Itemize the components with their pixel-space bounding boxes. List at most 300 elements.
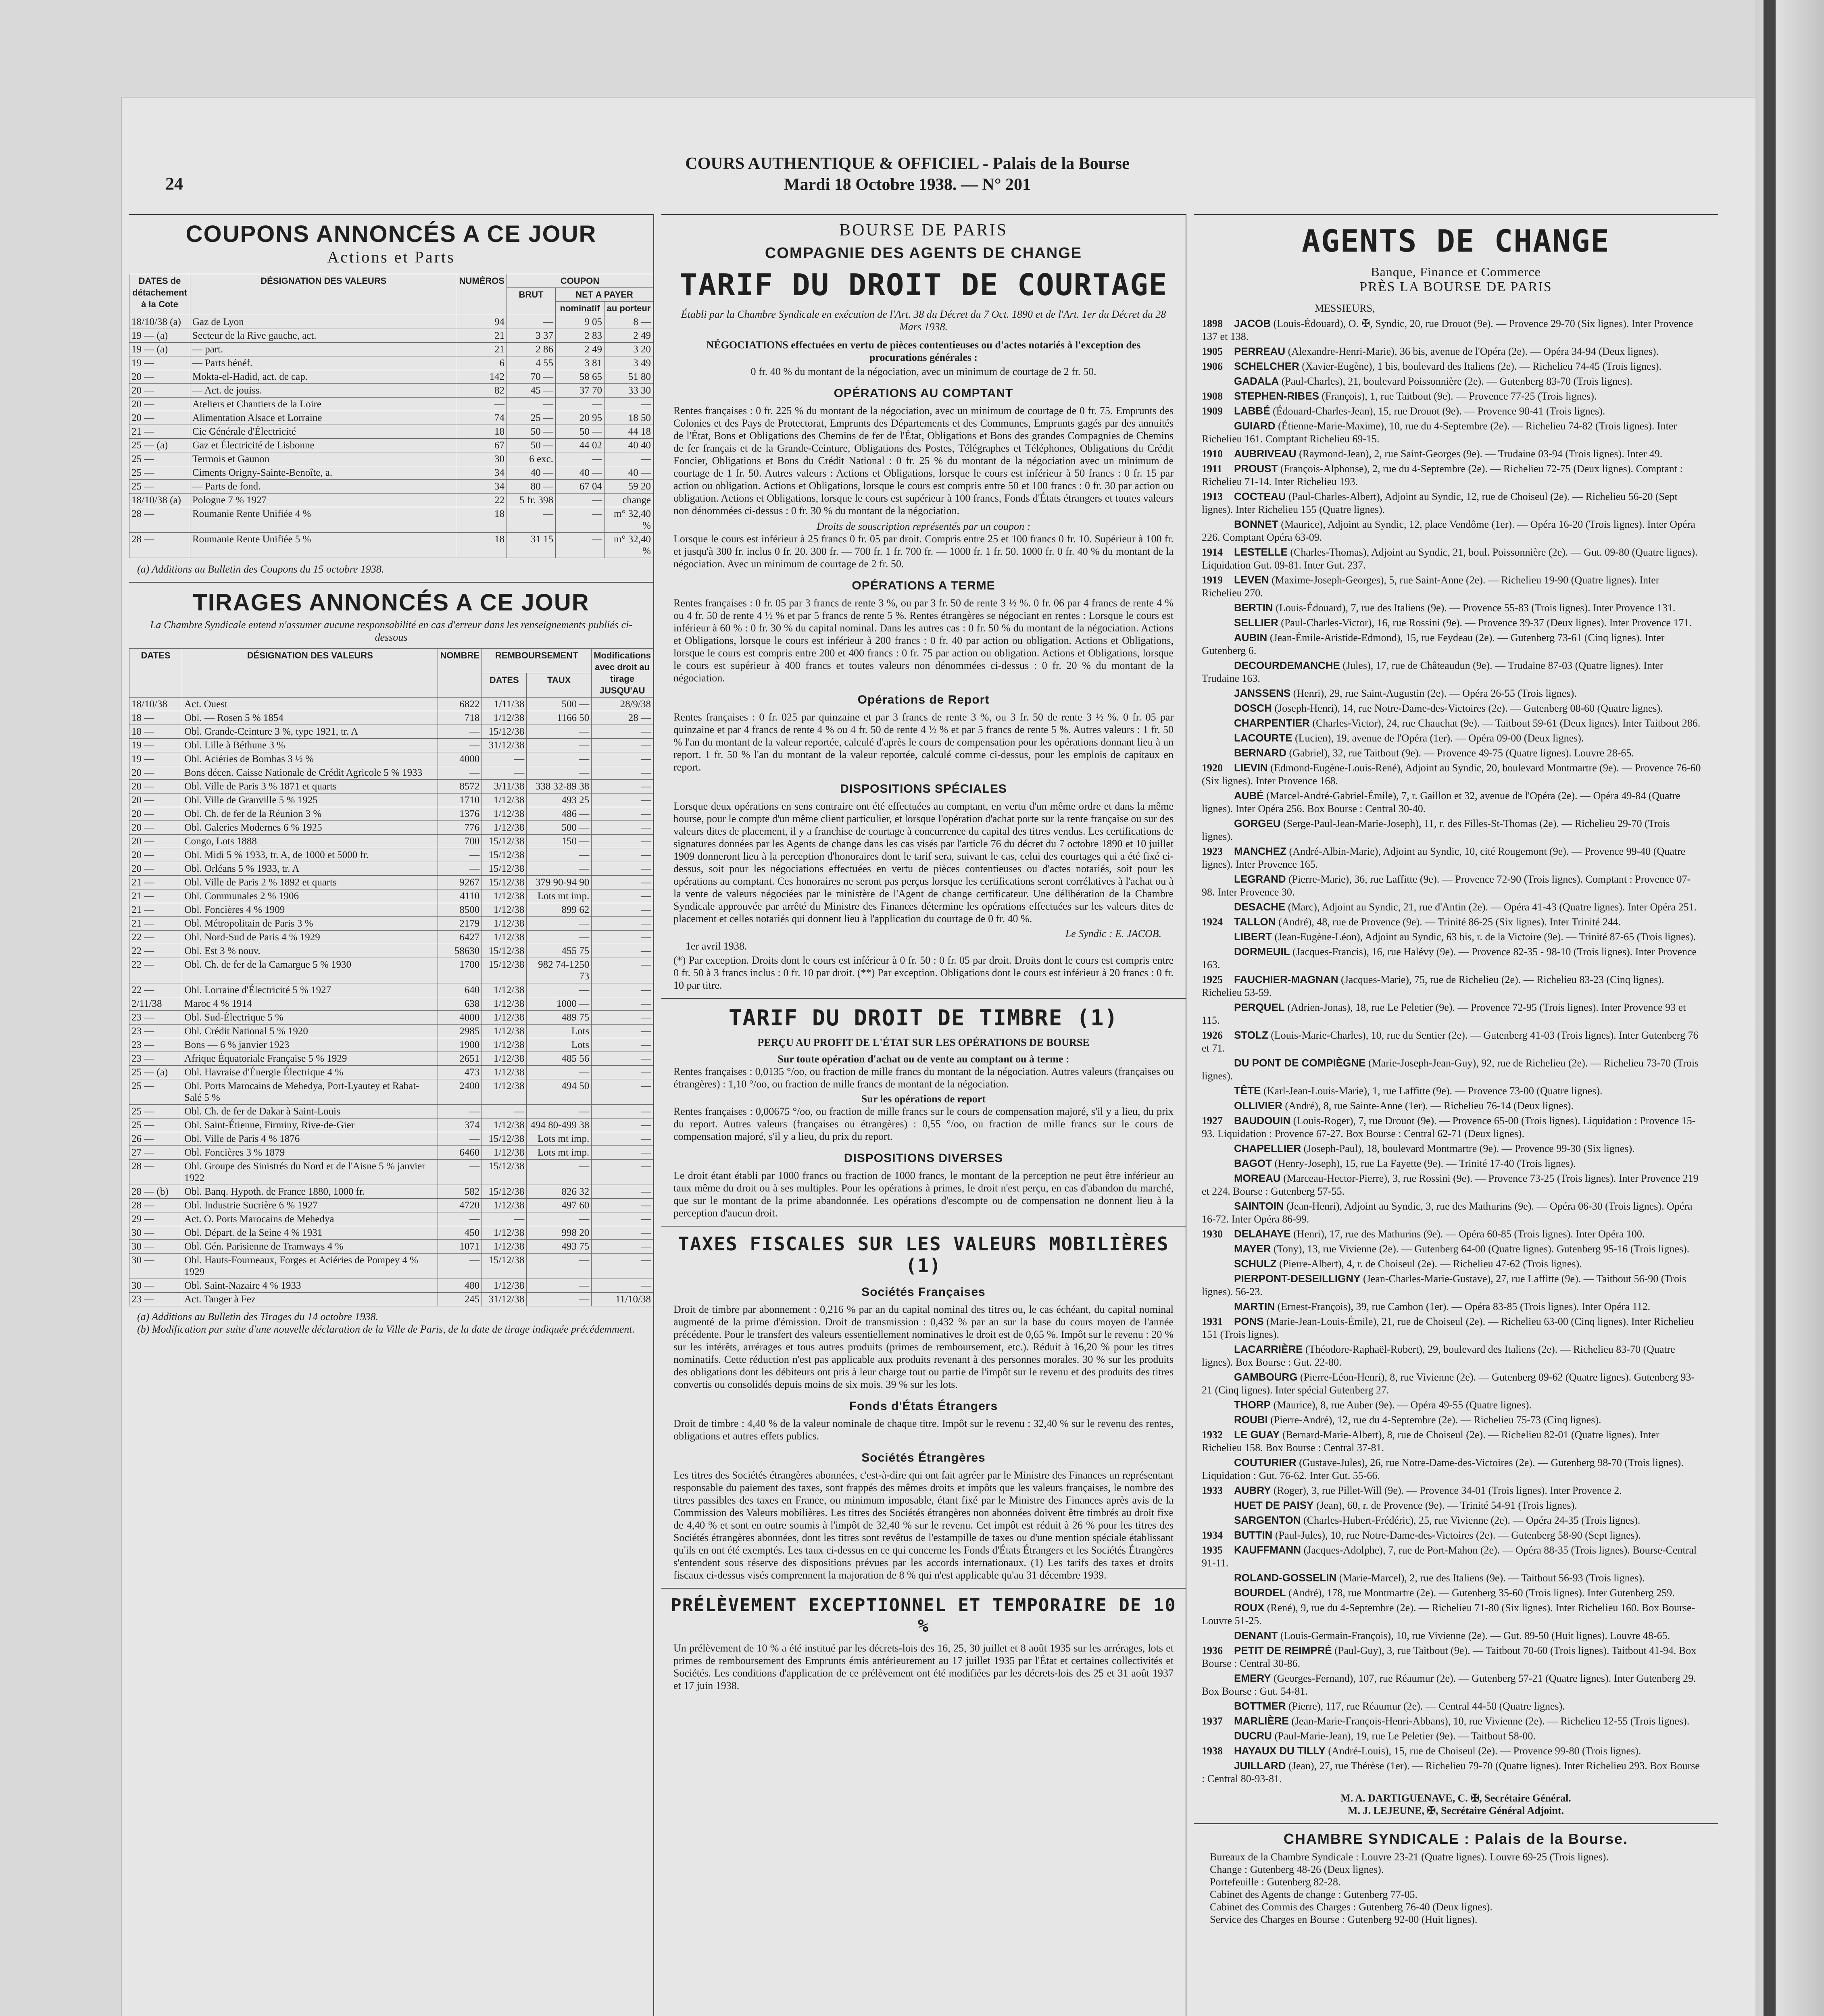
comptant-title: OPÉRATIONS AU COMPTANT: [834, 387, 1013, 400]
agent-detail: (Karl-Jean-Louis-Marie), 1, rue Laffitte (9e). — Provence 73-00 (Quatre lignes).: [1263, 1085, 1603, 1097]
table-cell: 8500: [438, 903, 482, 917]
agent-detail: (Gustave-Jules), 26, rue Notre-Dame-des-Victoires (2e). — Gutenberg 98-70 (Trois lignes). Liquidation : Gut. 76-62. Inter Gut. 55-66.: [1202, 1457, 1684, 1481]
table-cell: 1/12/38: [482, 917, 527, 931]
table-cell: m° 32,40 %: [605, 533, 653, 558]
table-row: [129, 766, 653, 780]
table-row: [129, 370, 653, 384]
agent-year: 1927: [1202, 1115, 1223, 1127]
agent-entry: [1202, 1543, 1702, 1570]
timbre-comptant: Sur toute opération d'achat ou de vente au comptant ou à terme :: [778, 1053, 1069, 1065]
table-cell: 21: [457, 329, 507, 343]
column-coupons-tirages: [129, 214, 654, 2016]
agent-entry: [1202, 1529, 1702, 1542]
table-cell: 15/12/38: [482, 876, 527, 889]
table-row: [129, 1254, 653, 1279]
table-cell: 1/12/38: [482, 931, 527, 944]
agent-name: BOURDEL: [1234, 1587, 1286, 1599]
table-cell: Obl. Foncières 4 % 1909: [182, 903, 438, 917]
chambre-lines: [1210, 1851, 1702, 1926]
agent-year: 1935: [1202, 1544, 1223, 1556]
agent-entry: [1202, 761, 1702, 787]
secretary-general: M. A. DARTIGUENAVE, C. ✠, Secrétaire Général.: [1340, 1792, 1571, 1804]
table-cell: 27 —: [129, 1146, 182, 1160]
agent-entry: [1202, 360, 1702, 373]
agent-name: CHARPENTIER: [1234, 717, 1310, 729]
table-cell: 51 80: [605, 370, 653, 384]
bourse-kicker: BOURSE DE PARIS: [839, 221, 1008, 240]
agent-entry: [1202, 1172, 1702, 1198]
tirages-rows: [129, 698, 653, 1306]
agent-entry: [1202, 1629, 1702, 1642]
agent-entry: [1202, 1484, 1702, 1497]
table-cell: 25 —: [129, 452, 190, 466]
table-cell: 18: [457, 533, 507, 558]
table-cell: — part.: [190, 343, 457, 356]
table-cell: 473: [438, 1066, 482, 1079]
table-row: [129, 821, 653, 835]
table-cell: 15/12/38: [482, 1185, 527, 1199]
etrangeres-text: Les titres des Sociétés étrangères abonnées, c'est-à-dire qui ont fait agréer par le Ministre des Finances un représentant responsable du paiement des taxes, sont frappés des mêmes droits et impôts que les valeurs françaises, le nombre des titres passibles des taxes en France, ou minimum imposable, étant fixé par le Ministre des Finances après avis de la Commission des Valeurs mobilières. Les titres des Sociétés étrangères non abonnées doivent être timbrés au droit fixe de 4,40 % et sont en outre soumis à l'impôt de 32,40 % sur le revenu. Cet impôt est réduit à 26 % pour les titres des Sociétés étrangères abonnées, dont les titres sont revêtus de l'estampille de taxes ou d'une mention spéciale établissant qu'ils en ont été exemptés. Les taux ci-dessus en ce qui concerne les Fonds d'États Étrangers et les Sociétés Étrangères s'entendent sous réserve des dispositions prévues par les accords internationaux. (1) Les tarifs des taxes et droits fiscaux ci-dessus visés comprennent la majoration de 8 % qui n'est applicable qu'au 31 décembre 1939.: [673, 1469, 1174, 1581]
table-row: [129, 1132, 653, 1146]
table-row: [129, 793, 653, 807]
table-row: [129, 1199, 653, 1212]
agent-name: AUBÉ: [1234, 789, 1264, 802]
agent-entry: [1202, 945, 1702, 971]
table-cell: Lots mt imp.: [527, 889, 592, 903]
table-cell: 1071: [438, 1240, 482, 1254]
agents-subtitle: Banque, Finance et Commerce: [1371, 264, 1541, 279]
table-cell: —: [592, 997, 653, 1011]
table-cell: Obl. Foncières 3 % 1879: [182, 1146, 438, 1160]
table-cell: — Act. de jouiss.: [190, 384, 457, 398]
agent-detail: (Charles-Hubert-Frédéric), 25, rue Vivienne (2e). — Opéra 24-35 (Trois lignes).: [1303, 1514, 1641, 1526]
table-cell: Obl. Crédit National 5 % 1920: [182, 1025, 438, 1038]
agent-entry: [1202, 462, 1702, 488]
table-cell: Act. O. Ports Marocains de Mehedya: [182, 1212, 438, 1226]
table-cell: Afrique Équatoriale Française 5 % 1929: [182, 1052, 438, 1066]
table-cell: —: [527, 725, 592, 739]
table-cell: —: [527, 1066, 592, 1079]
agent-entry: [1202, 404, 1702, 418]
table-row: [129, 807, 653, 821]
table-cell: 450: [438, 1226, 482, 1240]
table-cell: Secteur de la Rive gauche, act.: [190, 329, 457, 343]
agent-name: COUTURIER: [1234, 1456, 1297, 1468]
table-cell: 8572: [438, 780, 482, 793]
agent-entry: [1202, 1601, 1702, 1627]
table-cell: —: [527, 862, 592, 876]
agent-name: DENANT: [1234, 1629, 1278, 1641]
agent-name: GORGEU: [1234, 817, 1281, 829]
tirages-header-rdates: DATES: [482, 673, 527, 698]
table-cell: 40 —: [507, 466, 556, 480]
chambre-line: Service des Charges en Bourse : Gutenberg 92-00 (Huit lignes).: [1210, 1914, 1478, 1925]
agent-detail: (Louis-Édouard), O. ✠, Syndic, 20, rue Drouot (9e). — Provence 29-70 (Six lignes). Inter Provence 137 et 138.: [1202, 318, 1693, 342]
agent-name: SCHELCHER: [1234, 360, 1299, 372]
masthead: [524, 153, 1290, 195]
agent-detail: (André-Louis), 15, rue de Choiseul (2e). — Provence 99-80 (Trois lignes).: [1328, 1745, 1641, 1757]
tirages-header-dates: DATES: [129, 649, 182, 698]
timbre-text: Rentes françaises : 0,0135 °/oo, ou fraction de mille francs du montant de la négociation. Autres valeurs (françaises ou étrangères) : 1,10 °/oo, ou fraction de mille francs de montant de la négociation.: [673, 1066, 1174, 1090]
taxes-title: TAXES FISCALES SUR LES VALEURS MOBILIÈRES (1): [678, 1233, 1169, 1277]
agent-detail: (Serge-Paul-Jean-Marie-Joseph), 11, r. des Filles-St-Thomas (2e). — Richelieu 29-70 (Trois lignes).: [1202, 818, 1670, 842]
table-cell: 31 15: [507, 533, 556, 558]
agent-year: 1919: [1202, 574, 1223, 586]
table-cell: 776: [438, 821, 482, 835]
agent-detail: (Paul-Guy), 3, rue Taitbout (9e). — Taitbout 70-60 (Trois lignes). Taitbout 41-94. Box Bourse : Central 30-86.: [1202, 1645, 1697, 1669]
agent-detail: (Jacques-Marie), 75, rue de Richelieu (2e). — Richelieu 83-23 (Cinq lignes). Richelieu 53-59.: [1202, 974, 1664, 998]
agent-name: BERNARD: [1234, 747, 1286, 759]
table-cell: —: [556, 452, 605, 466]
agent-detail: (Jean-Eugène-Léon), Adjoint au Syndic, 63 bis, r. de la Victoire (9e). — Trinité 87-65 (Trois lignes).: [1274, 931, 1696, 943]
table-cell: 20 —: [129, 411, 190, 425]
table-cell: 19 — (a): [129, 329, 190, 343]
agent-detail: (Maurice), Adjoint au Syndic, 12, place Vendôme (1er). — Opéra 16-20 (Trois lignes). Inter Opéra 226. Comptant Opéra 63-09.: [1202, 519, 1695, 543]
table-row: [129, 876, 653, 889]
table-row: [129, 835, 653, 848]
agent-name: LEGRAND: [1234, 873, 1286, 885]
agent-detail: (Edmond-Eugène-Louis-René), Adjoint au Syndic, 20, boulevard Montmartre (9e). — Provence 76-60 (Six lignes). Inter Provence 168.: [1202, 762, 1701, 787]
courtage-intro: Établi par la Chambre Syndicale en exécution de l'Art. 38 du Décret du 7 Oct. 1890 et de l'Art. 1er du Décret du 28 Mars 1938.: [681, 308, 1166, 333]
table-cell: 25 —: [129, 480, 190, 494]
table-cell: 28 —: [592, 711, 653, 725]
table-cell: Obl. Départ. de la Seine 4 % 1931: [182, 1226, 438, 1240]
agent-detail: (Georges-Fernand), 107, rue Réaumur (2e). — Gutenberg 57-21 (Quatre lignes). Inter Gutenberg 29. Box Bourse : Gut. 54-81.: [1202, 1672, 1696, 1697]
table-cell: 1710: [438, 793, 482, 807]
agent-name: BOTTMER: [1234, 1700, 1286, 1712]
table-cell: 40 —: [605, 466, 653, 480]
agent-name: JACOB: [1234, 317, 1271, 329]
table-cell: 1166 50: [527, 711, 592, 725]
table-cell: 25 —: [129, 1118, 182, 1132]
table-cell: Obl. Ville de Paris 2 % 1892 et quarts: [182, 876, 438, 889]
table-cell: 4000: [438, 1011, 482, 1025]
table-row: [129, 398, 653, 411]
table-cell: —: [527, 1293, 592, 1306]
agent-detail: (Jean-Émile-Aristide-Edmond), 15, rue Feydeau (2e). — Gutenberg 73-61 (Cinq lignes). Inter Gutenberg 6.: [1202, 632, 1665, 656]
table-cell: 1/12/38: [482, 1226, 527, 1240]
agent-detail: (Lucien), 19, avenue de l'Opéra (1er). — Opéra 09-00 (Deux lignes).: [1295, 732, 1584, 744]
agent-year: 1925: [1202, 974, 1223, 985]
agent-entry: [1202, 1272, 1702, 1298]
table-cell: Gaz de Lyon: [190, 315, 457, 329]
table-cell: —: [527, 917, 592, 931]
table-row: [129, 931, 653, 944]
agent-name: LABBÉ: [1234, 405, 1270, 417]
table-cell: 67: [457, 439, 507, 452]
agent-detail: (Marceau-Hector-Pierre), 3, rue Rossini (9e). — Provence 73-25 (Trois lignes). Inter Provence 219 et 224. Bourse : Gutenberg 57-55.: [1202, 1173, 1699, 1197]
agent-detail: (Jean), 60, r. de Provence (9e). — Trinité 54-91 (Trois lignes).: [1316, 1500, 1577, 1511]
agent-detail: (Xavier-Eugène), 1 bis, boulevard des Italiens (2e). — Richelieu 74-45 (Trois lignes).: [1302, 360, 1661, 372]
column-tarifs: [661, 214, 1186, 2016]
table-cell: —: [527, 752, 592, 766]
table-cell: —: [592, 848, 653, 862]
table-cell: —: [592, 944, 653, 958]
table-cell: Obl. Ch. de fer de Dakar à Saint-Louis: [182, 1105, 438, 1118]
agent-entry: [1202, 317, 1702, 343]
agent-detail: (Joseph-Paul), 18, boulevard Montmartre (9e). — Provence 99-30 (Six lignes).: [1303, 1143, 1635, 1154]
table-row: [129, 862, 653, 876]
table-cell: 4 55: [507, 356, 556, 370]
table-cell: 1/12/38: [482, 1025, 527, 1038]
table-cell: Obl. Midi 5 % 1933, tr. A, de 1000 et 5000 fr.: [182, 848, 438, 862]
coupons-subtitle: Actions et Parts: [327, 248, 455, 266]
table-cell: change: [605, 494, 653, 507]
table-cell: 700: [438, 835, 482, 848]
agent-entry: [1202, 1499, 1702, 1512]
table-cell: 44 02: [556, 439, 605, 452]
agent-name: LE GUAY: [1234, 1429, 1280, 1441]
table-cell: 25 —: [129, 466, 190, 480]
table-cell: 59 20: [605, 480, 653, 494]
table-cell: Obl. Communales 2 % 1906: [182, 889, 438, 903]
agent-detail: (Marcel-André-Gabriel-Émile), 7, r. Gaillon et 32, avenue de l'Opéra (2e). — Opéra 49-84 (Quatre lignes). Inter Opéra 256. Box Bourse : Central 30-40.: [1202, 790, 1681, 814]
agent-entry: [1202, 1586, 1702, 1599]
table-cell: 11/10/38: [592, 1293, 653, 1306]
table-cell: —: [605, 452, 653, 466]
agent-detail: (André), 178, rue Montmartre (2e). — Gutenberg 35-60 (Trois lignes). Inter Gutenberg 259.: [1288, 1587, 1675, 1599]
table-cell: 25 — (a): [129, 439, 190, 452]
table-cell: Ciments Origny-Sainte-Benoîte, a.: [190, 466, 457, 480]
agent-name: LESTELLE: [1234, 546, 1288, 558]
table-cell: 28 —: [129, 1199, 182, 1212]
terme-title: OPÉRATIONS A TERME: [852, 579, 995, 592]
agent-name: DORMEUIL: [1234, 946, 1290, 958]
table-cell: Obl. Est 3 % nouv.: [182, 944, 438, 958]
prelevement-text: Un prélèvement de 10 % a été institué par les décrets-lois des 16, 25, 30 juillet et 8 août 1935 sur les arrérages, lots et primes de remboursement des Emprunts émis antérieurement au 17 juillet 1935 par l'État et certaines collectivités et Sociétés. Les conditions d'application de ce prélèvement ont été modifiées par les décrets-lois des 25 et 31 août 1937 et 17 juin 1938.: [673, 1642, 1174, 1691]
agent-entry: [1202, 900, 1702, 914]
tirages-note-b: (b) Modification par suite d'une nouvelle déclaration de la Ville de Paris, de la date de tirage indiquée précédemment.: [137, 1323, 635, 1335]
table-cell: 1376: [438, 807, 482, 821]
table-cell: Obl. Galeries Modernes 6 % 1925: [182, 821, 438, 835]
timbre-report-title: Sur les opérations de report: [861, 1093, 986, 1105]
table-cell: 18: [457, 507, 507, 533]
table-cell: 1700: [438, 958, 482, 983]
table-cell: 3 37: [507, 329, 556, 343]
table-cell: 485 56: [527, 1052, 592, 1066]
table-cell: 1/12/38: [482, 1146, 527, 1160]
agent-detail: (Raymond-Jean), 2, rue Saint-Georges (9e). — Trudaine 03-94 (Trois lignes). Inter 49.: [1299, 448, 1663, 460]
table-cell: 1/12/38: [482, 1052, 527, 1066]
table-cell: 19 — (a): [129, 343, 190, 356]
table-cell: 6: [457, 356, 507, 370]
agent-detail: (Pierre-Léon-Henri), 8, rue Vivienne (2e). — Gutenberg 09-62 (Quatre lignes). Gutenberg 93-21 (Cinq lignes). Inter spécial Gutenberg 27.: [1202, 1371, 1695, 1396]
agent-year: 1923: [1202, 846, 1223, 857]
table-row: [129, 1118, 653, 1132]
table-cell: 25 —: [129, 1105, 182, 1118]
table-cell: 480: [438, 1279, 482, 1293]
table-cell: 1/12/38: [482, 1066, 527, 1079]
agent-entry: [1202, 1672, 1702, 1698]
agent-year: 1931: [1202, 1316, 1223, 1327]
agent-detail: (Pierre), 117, rue Réaumur (2e). — Central 44-50 (Quatre lignes).: [1288, 1700, 1565, 1712]
agent-entry: [1202, 1729, 1702, 1743]
timbre-report-text: Rentes françaises : 0,00675 °/oo, ou fraction de mille francs sur le cours de compensation majoré, s'il y a lieu, du prix du report. Autres valeurs (françaises ou étrangères) : 0,55 °/oo, ou fraction de mille francs sur le cours de compensation majoré, s'il y a lieu, du prix du report.: [673, 1106, 1174, 1142]
table-cell: —: [527, 739, 592, 752]
table-cell: 20 —: [129, 384, 190, 398]
table-cell: 50 —: [507, 439, 556, 452]
speciales-title: DISPOSITIONS SPÉCIALES: [840, 782, 1007, 796]
table-cell: 22 —: [129, 983, 182, 997]
table-cell: —: [482, 766, 527, 780]
agent-name: STEPHEN-RIBES: [1234, 390, 1319, 402]
table-cell: Obl. Ch. de fer de la Réunion 3 %: [182, 807, 438, 821]
agent-name: LIBERT: [1234, 931, 1272, 943]
table-cell: 500 —: [527, 821, 592, 835]
agent-detail: (Paul-Charles-Victor), 16, rue Rossini (9e). — Provence 39-37 (Deux lignes). Inter Provence 171.: [1281, 617, 1692, 629]
table-cell: —: [438, 862, 482, 876]
agent-detail: (André), 8, rue Sainte-Anne (1er). — Richelieu 76-14 (Deux lignes).: [1285, 1100, 1574, 1112]
table-cell: 1000 —: [527, 997, 592, 1011]
coupons-rows: [129, 315, 653, 558]
agent-name: SCHULZ: [1234, 1258, 1277, 1270]
table-row: [129, 1025, 653, 1038]
agent-name: CHAPELLIER: [1234, 1142, 1301, 1154]
table-cell: Obl. — Rosen 5 % 1854: [182, 711, 438, 725]
agent-detail: (Jean-Marie-François-Henri-Abbans), 10, rue Vivienne (2e). — Richelieu 12-55 (Trois lignes).: [1291, 1715, 1690, 1727]
tirages-header-designation: DÉSIGNATION DES VALEURS: [182, 649, 438, 698]
agent-entry: [1202, 1744, 1702, 1758]
table-cell: Obl. Lorraine d'Électricité 5 % 1927: [182, 983, 438, 997]
table-cell: Obl. Lille à Béthune 3 %: [182, 739, 438, 752]
table-cell: —: [482, 752, 527, 766]
table-cell: 142: [457, 370, 507, 384]
table-cell: — Parts bénéf.: [190, 356, 457, 370]
table-cell: 45 —: [507, 384, 556, 398]
table-cell: 718: [438, 711, 482, 725]
table-cell: 8 —: [605, 315, 653, 329]
agent-entry: [1202, 1227, 1702, 1241]
table-cell: 23 —: [129, 1052, 182, 1066]
table-row: [129, 315, 653, 329]
table-row: [129, 903, 653, 917]
agent-year: 1910: [1202, 448, 1223, 460]
agent-detail: (Jean-Charles-Marie-Gustave), 27, rue Laffitte (9e). — Taitbout 56-90 (Trois lignes). 56-23.: [1202, 1273, 1686, 1297]
table-cell: —: [592, 931, 653, 944]
agent-detail: (Pierre-Marie), 36, rue Laffitte (9e). — Provence 72-90 (Trois lignes). Comptant : Provence 07-98. Inter Provence 30.: [1202, 873, 1691, 898]
agent-entry: [1202, 1157, 1702, 1170]
agent-entry: [1202, 1759, 1702, 1785]
table-cell: —: [592, 917, 653, 931]
table-cell: —: [527, 766, 592, 780]
chambre-line: Cabinet des Commis des Charges : Gutenberg 76-40 (Deux lignes).: [1210, 1901, 1493, 1913]
masthead-date: Mardi 18 Octobre 1938. — N° 201: [784, 175, 1031, 194]
agent-entry: [1202, 573, 1702, 600]
table-cell: —: [592, 1011, 653, 1025]
chambre-line: Cabinet des Agents de change : Gutenberg 77-05.: [1210, 1889, 1418, 1900]
table-row: [129, 1160, 653, 1185]
table-cell: 1/12/38: [482, 889, 527, 903]
table-cell: Termois et Gaunon: [190, 452, 457, 466]
table-cell: —: [592, 821, 653, 835]
agent-entry: [1202, 687, 1702, 700]
chambre-line: Change : Gutenberg 48-26 (Deux lignes).: [1210, 1864, 1384, 1875]
table-cell: —: [438, 766, 482, 780]
table-cell: 1/12/38: [482, 1011, 527, 1025]
table-row: [129, 1038, 653, 1052]
table-cell: 20 —: [129, 835, 182, 848]
table-cell: 3 49: [605, 356, 653, 370]
table-cell: —: [592, 1079, 653, 1105]
agent-entry: [1202, 601, 1702, 614]
table-cell: —: [527, 1279, 592, 1293]
terme-text: Rentes françaises : 0 fr. 05 par 3 francs de rente 3 %, ou par 3 fr. 50 de rente 3 ½ %. 0 fr. 06 par 4 francs de rente 4 % ou 4 fr. 50 de rente 4 ½ % et par 5 francs de rente 5 %. Rentes étrangères se négociant en rentes : Lorsque le cours est inférieur à 60 % : 0 fr. 30 % du capital nominal. Dans les autres cas : 0 fr. 50 % du montant de la négociation. Actions et Obligations, lorsque le cours est inférieur à 200 francs : 0 fr. 40 par action ou obligation. Actions et Obligations, lorsque le cours est compris entre 200 et 400 francs : 0 fr. 75 par action ou obligation. Actions et Obligations, lorsque le cours est supérieur à 400 francs et toutes valeurs non dénommées ci-dessus : 0 fr. 20 % du montant de la négociation.: [673, 597, 1174, 684]
table-cell: 638: [438, 997, 482, 1011]
table-cell: 1/12/38: [482, 807, 527, 821]
table-cell: 15/12/38: [482, 1254, 527, 1279]
table-cell: 4720: [438, 1199, 482, 1212]
table-cell: —: [527, 1160, 592, 1185]
table-cell: 1/12/38: [482, 793, 527, 807]
table-cell: Maroc 4 % 1914: [182, 997, 438, 1011]
agent-detail: (François-Alphonse), 2, rue du 4-Septembre (2e). — Richelieu 72-75 (Deux lignes). Comptant : Richelieu 71-14. Inter Richelieu 193.: [1202, 463, 1683, 487]
table-cell: 15/12/38: [482, 848, 527, 862]
agent-name: MANCHEZ: [1234, 845, 1286, 857]
agent-detail: (Pierre-André), 12, rue du 4-Septembre (2e). — Richelieu 75-73 (Cinq lignes).: [1270, 1414, 1601, 1426]
agents-list: [1202, 317, 1702, 1785]
table-cell: 18 50: [605, 411, 653, 425]
table-cell: Obl. Ville de Paris 3 % 1871 et quarts: [182, 780, 438, 793]
table-cell: Obl. Grande-Ceinture 3 %, type 1921, tr. A: [182, 725, 438, 739]
agent-detail: (Charles-Thomas), Adjoint au Syndic, 21, boul. Poissonnière (2e). — Gut. 09-80 (Quatre lignes). Liquidation Gut. 09-81. Inter Gut. 237.: [1202, 546, 1698, 571]
agent-name: AUBIN: [1234, 631, 1267, 644]
agent-year: 1926: [1202, 1029, 1223, 1041]
agent-entry: [1202, 659, 1702, 685]
agent-entry: [1202, 817, 1702, 843]
table-cell: 67 04: [556, 480, 605, 494]
table-cell: 25 —: [507, 411, 556, 425]
table-cell: Obl. Industrie Sucrière 6 % 1927: [182, 1199, 438, 1212]
speciales-text: Lorsque deux opérations en sens contraire ont été effectuées au comptant, en vertu d'un même ordre et dans la même bourse, pour le compte d'un même client particulier, et lorsque l'opération d'achat porte sur la rente française ou sur des valeurs dites de placement, il y a franchise de courtage à concurrence du capital des titres vendus. Les certifications de signatures données par les Agents de change dans les cas visés par l'article 76 du décret du 7 octobre 1890 et 10 juillet 1909 donneront lieu à la perception d'honoraires dont le tarif sera, suivant le cas, celui des courtages qui a été fixé ci-dessus, soit pour les négociations effectuées en vertu de pièces contentieuses ou d'actes notariés, soit pour les opérations au comptant. Ces honoraires ne seront pas perçus lorsque les certifications seront corrélatives à l'achat ou à la vente de valeurs négociées par le ministère de l'Agent de change certificateur. Une délibération de la Chambre Syndicale approuvée par arrêté du Ministre des Finances détermine les opérations effectuées sur les valeurs dites de placement et celles notariés qui donnent lieu à l'application du courtage de 0 fr. 40 %.: [673, 800, 1174, 925]
agent-year: 1913: [1202, 491, 1223, 502]
table-cell: 23 —: [129, 1038, 182, 1052]
table-cell: —: [482, 1212, 527, 1226]
agent-year: 1914: [1202, 546, 1223, 558]
table-cell: 494 50: [527, 1079, 592, 1105]
coupons-header-dates: DATES de détachement à la Cote: [129, 274, 190, 315]
table-cell: Obl. Banq. Hypoth. de France 1880, 1000 fr.: [182, 1185, 438, 1199]
table-cell: 50 —: [556, 425, 605, 439]
table-cell: 29 —: [129, 1212, 182, 1226]
agent-name: JANSSENS: [1234, 687, 1291, 699]
table-cell: 50 —: [507, 425, 556, 439]
agent-detail: (Pierre-Albert), 4, r. de Choiseul (2e). — Richelieu 47-62 (Trois lignes).: [1279, 1258, 1582, 1270]
agent-entry: [1202, 845, 1702, 871]
table-cell: —: [556, 533, 605, 558]
agent-year: 1924: [1202, 916, 1223, 928]
table-cell: 23 —: [129, 1025, 182, 1038]
table-cell: 2651: [438, 1052, 482, 1066]
agent-name: AUBRY: [1234, 1484, 1271, 1496]
table-row: [129, 1105, 653, 1118]
table-cell: 34: [457, 466, 507, 480]
etats-text: Droit de timbre : 4,40 % de la valeur nominale de chaque titre. Impôt sur le revenu : 32,40 % sur le revenu des rentes, obligations et autres effets publics.: [673, 1418, 1174, 1442]
agent-entry: [1202, 375, 1702, 388]
table-cell: 4110: [438, 889, 482, 903]
agent-year: 1908: [1202, 390, 1223, 402]
table-cell: 28 — (b): [129, 1185, 182, 1199]
table-cell: 18 —: [129, 725, 182, 739]
table-cell: 15/12/38: [482, 862, 527, 876]
table-row: [129, 1066, 653, 1079]
table-cell: 28/9/38: [592, 698, 653, 711]
agent-name: KAUFFMANN: [1234, 1544, 1301, 1556]
table-cell: 1900: [438, 1038, 482, 1052]
table-cell: —: [592, 793, 653, 807]
table-cell: 23 —: [129, 1293, 182, 1306]
agent-entry: [1202, 1029, 1702, 1055]
agent-name: MARLIÈRE: [1234, 1715, 1289, 1727]
